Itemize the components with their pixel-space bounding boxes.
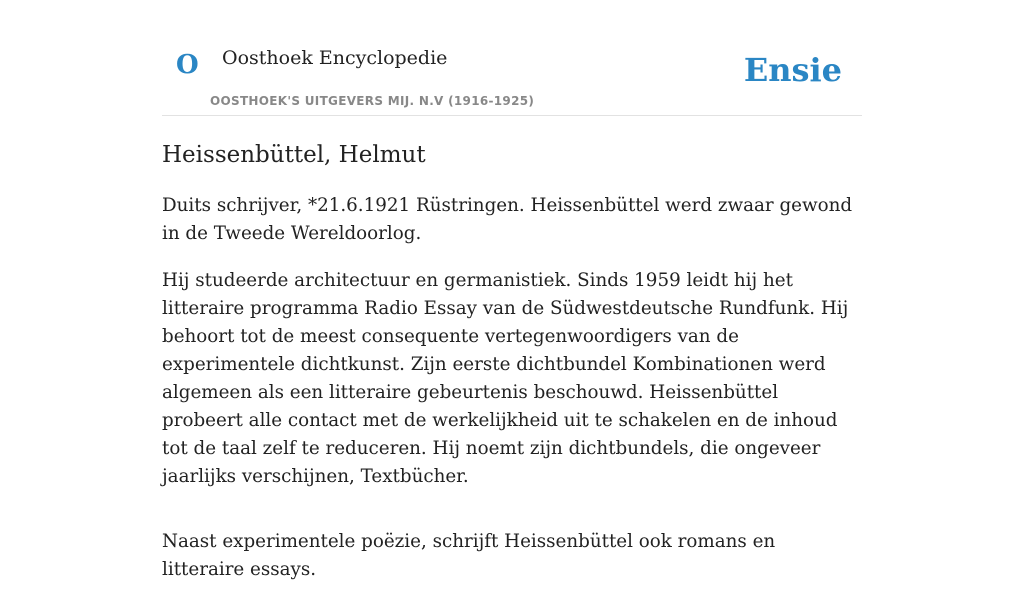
ensie-brand-link[interactable]: Ensie: [743, 51, 842, 89]
paragraph-spacer: [162, 510, 862, 528]
article-paragraph: Naast experimentele poëzie, schrijft Heissenbüttel ook romans en litteraire essays.: [162, 531, 776, 580]
article-title: Heissenbüttel, Helmut: [162, 142, 426, 168]
article-body: [162, 192, 862, 603]
article-paragraph: Hij studeerde architectuur en germanistiek. Sinds 1959 leidt hij het litteraire programma Radio Essay van de Südwestdeutsche Rundfunk. Hij behoort tot de meest consequente vertegenwoordigers van de experimentele dichtkunst. Zijn eerste dichtbundel Kombinationen werd algemeen als een litteraire gebeurtenis beschouwd. Heissenbüttel probeert alle contact met de werkelijkheid uit te schakelen en de inhoud tot de taal zelf te reduceren. Hij noemt zijn dichtbundels, die ongeveer jaarlijks verschijnen, Textbücher.: [162, 270, 849, 487]
publisher-subtitle: OOSTHOEK'S UITGEVERS MIJ. N.V (1916-1925): [210, 94, 535, 108]
site-title-link[interactable]: Oosthoek Encyclopedie: [222, 47, 448, 69]
logo-icon[interactable]: O: [176, 50, 199, 80]
article-paragraph: Duits schrijver, *21.6.1921 Rüstringen. Heissenbüttel werd zwaar gewond in de Tweede Wereldoorlog.: [162, 195, 853, 244]
page: [162, 0, 862, 580]
site-header: [162, 0, 862, 116]
